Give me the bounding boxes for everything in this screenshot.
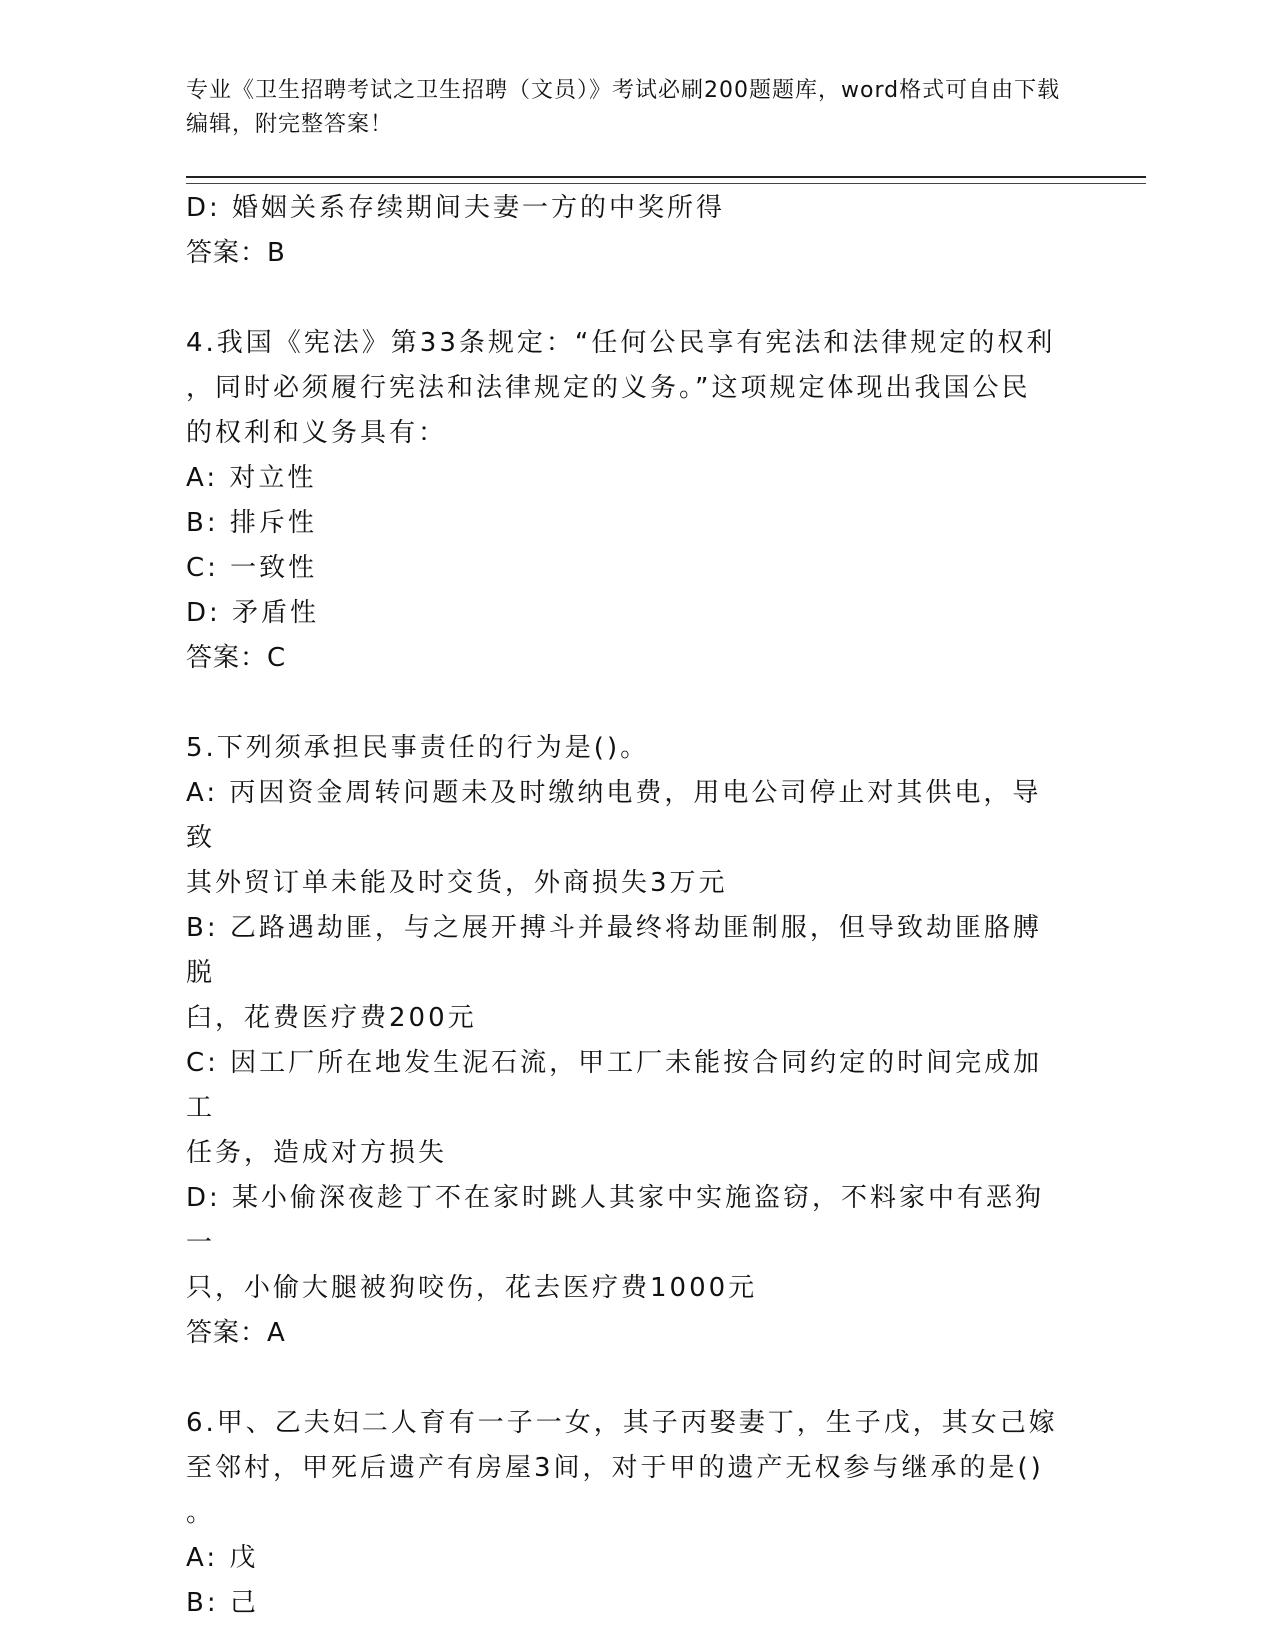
spacer bbox=[186, 1356, 1066, 1401]
header-divider-thick bbox=[186, 176, 1146, 178]
question-5 bbox=[186, 726, 1066, 1356]
spacer bbox=[186, 276, 1066, 321]
question-stem: 至邻村，甲死后遗产有房屋3间，对于甲的遗产无权参与继承的是() bbox=[186, 1453, 1044, 1483]
answer-line: 答案：C bbox=[186, 643, 287, 673]
page-header: 专业《卫生招聘考试之卫生招聘（文员）》考试必刷200题题库，word格式可自由下载编辑，附完整答案！ bbox=[186, 78, 1061, 137]
option-b: B: 排斥性 bbox=[186, 508, 317, 538]
question-stem: ，同时必须履行宪法和法律规定的义务。”这项规定体现出我国公民 bbox=[186, 373, 1031, 403]
question-stem: 的权利和义务具有： bbox=[186, 418, 448, 448]
option-a: A: 戊 bbox=[186, 1543, 259, 1573]
question-stem: 4.我国《宪法》第33条规定：“任何公民享有宪法和法律规定的权利 bbox=[186, 328, 1056, 358]
option-a-continued: 其外贸订单未能及时交货，外商损失3万元 bbox=[186, 868, 728, 898]
question-stem: 。 bbox=[186, 1498, 216, 1528]
previous-question-fragment bbox=[186, 186, 1066, 276]
option-c: C: 因工厂所在地发生泥石流，甲工厂未能按合同约定的时间完成加工 bbox=[186, 1048, 1043, 1123]
question-6 bbox=[186, 1401, 1066, 1626]
option-c-continued: 任务，造成对方损失 bbox=[186, 1138, 448, 1168]
question-stem: 6.甲、乙夫妇二人育有一子一女，其子丙娶妻丁，生子戊，其女己嫁 bbox=[186, 1408, 1058, 1438]
option-a: A: 对立性 bbox=[186, 463, 317, 493]
option-d: D: 矛盾性 bbox=[186, 598, 320, 628]
header-divider-thin bbox=[186, 183, 1146, 184]
option-d-continued: 只，小偷大腿被狗咬伤，花去医疗费1000元 bbox=[186, 1273, 758, 1303]
question-4 bbox=[186, 321, 1066, 681]
option-b-continued: 臼，花费医疗费200元 bbox=[186, 1003, 477, 1033]
question-stem: 5.下列须承担民事责任的行为是()。 bbox=[186, 733, 650, 763]
answer-line: 答案：A bbox=[186, 1318, 286, 1348]
spacer bbox=[186, 681, 1066, 726]
option-d: D: 婚姻关系存续期间夫妻一方的中奖所得 bbox=[186, 193, 726, 223]
question-content bbox=[186, 186, 1066, 1626]
option-c: C: 一致性 bbox=[186, 553, 318, 583]
option-b: B: 己 bbox=[186, 1588, 259, 1618]
answer-line: 答案：B bbox=[186, 238, 286, 268]
option-d: D: 某小偷深夜趁丁不在家时跳人其家中实施盗窃，不料家中有恶狗一 bbox=[186, 1183, 1045, 1258]
option-a: A: 丙因资金周转问题未及时缴纳电费，用电公司停止对其供电，导致 bbox=[186, 778, 1042, 853]
option-b: B: 乙路遇劫匪，与之展开搏斗并最终将劫匪制服，但导致劫匪胳膊脱 bbox=[186, 913, 1042, 988]
